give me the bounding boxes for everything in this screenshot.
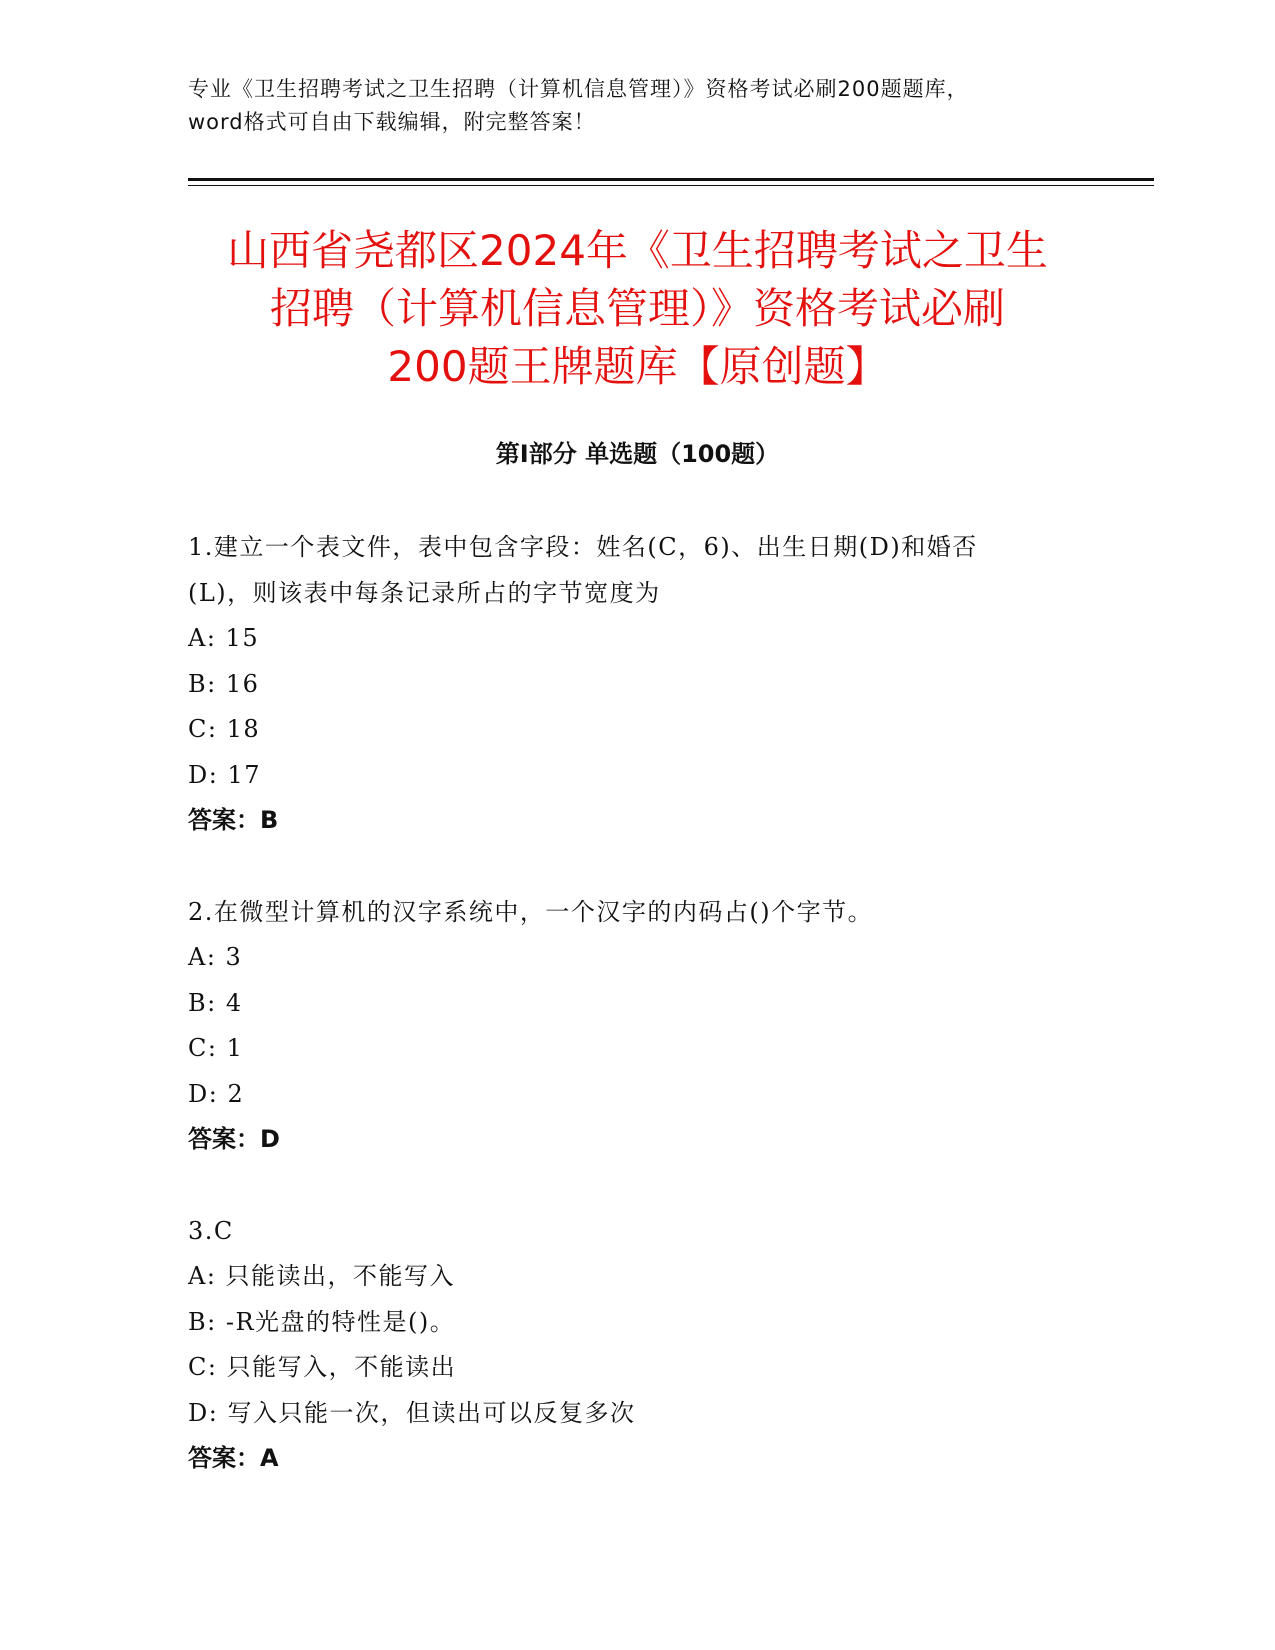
question-stem: 2.在微型计算机的汉字系统中，一个汉字的内码占()个字节。 (188, 897, 874, 926)
question-2 (188, 890, 1108, 1163)
option-c: C: 1 (188, 1034, 244, 1062)
header-note-line-1: 专业《卫生招聘考试之卫生招聘（计算机信息管理）》资格考试必刷200题题库， (188, 77, 969, 101)
question-stem: 1.建立一个表文件，表中包含字段：姓名(C，6)、出生日期(D)和婚否 (188, 533, 978, 561)
option-d: D: 写入只能一次，但读出可以反复多次 (188, 1398, 636, 1427)
option-a: A: 3 (188, 943, 243, 971)
option-d: D: 2 (188, 1079, 245, 1108)
answer-line: 答案：D (188, 1125, 280, 1153)
header-note (188, 73, 1088, 139)
question-list (188, 525, 1108, 1528)
option-b: B: 4 (188, 988, 243, 1017)
option-a: A: 15 (188, 624, 260, 652)
section-heading: 第Ⅰ部分 单选题（100题） (495, 440, 780, 468)
option-c: C: 只能写入，不能读出 (188, 1353, 457, 1381)
question-stem: 3.C (188, 1216, 234, 1245)
option-c: C: 18 (188, 715, 261, 743)
option-a: A: 只能读出，不能写入 (188, 1262, 456, 1290)
question-stem-continued: (L)，则该表中每条记录所占的字节宽度为 (188, 578, 661, 607)
header-divider-thick (188, 178, 1154, 181)
answer-line: 答案：A (188, 1444, 279, 1472)
document-title-line-2: 招聘（计算机信息管理）》资格考试必刷 (269, 284, 1005, 333)
header-divider-thin (188, 185, 1154, 186)
option-b: B: 16 (188, 669, 260, 698)
option-b: B: -R光盘的特性是()。 (188, 1307, 456, 1336)
question-1 (188, 525, 1108, 844)
answer-line: 答案：B (188, 806, 279, 834)
document-title-line-1: 山西省尧都区2024年《卫生招聘考试之卫生 (227, 226, 1048, 275)
question-3 (188, 1209, 1108, 1482)
header-note-line-2: word格式可自由下载编辑，附完整答案！ (188, 110, 596, 134)
document-title-line-3: 200题王牌题库【原创题】 (387, 342, 888, 391)
option-d: D: 17 (188, 760, 261, 789)
document-title (150, 222, 1125, 396)
